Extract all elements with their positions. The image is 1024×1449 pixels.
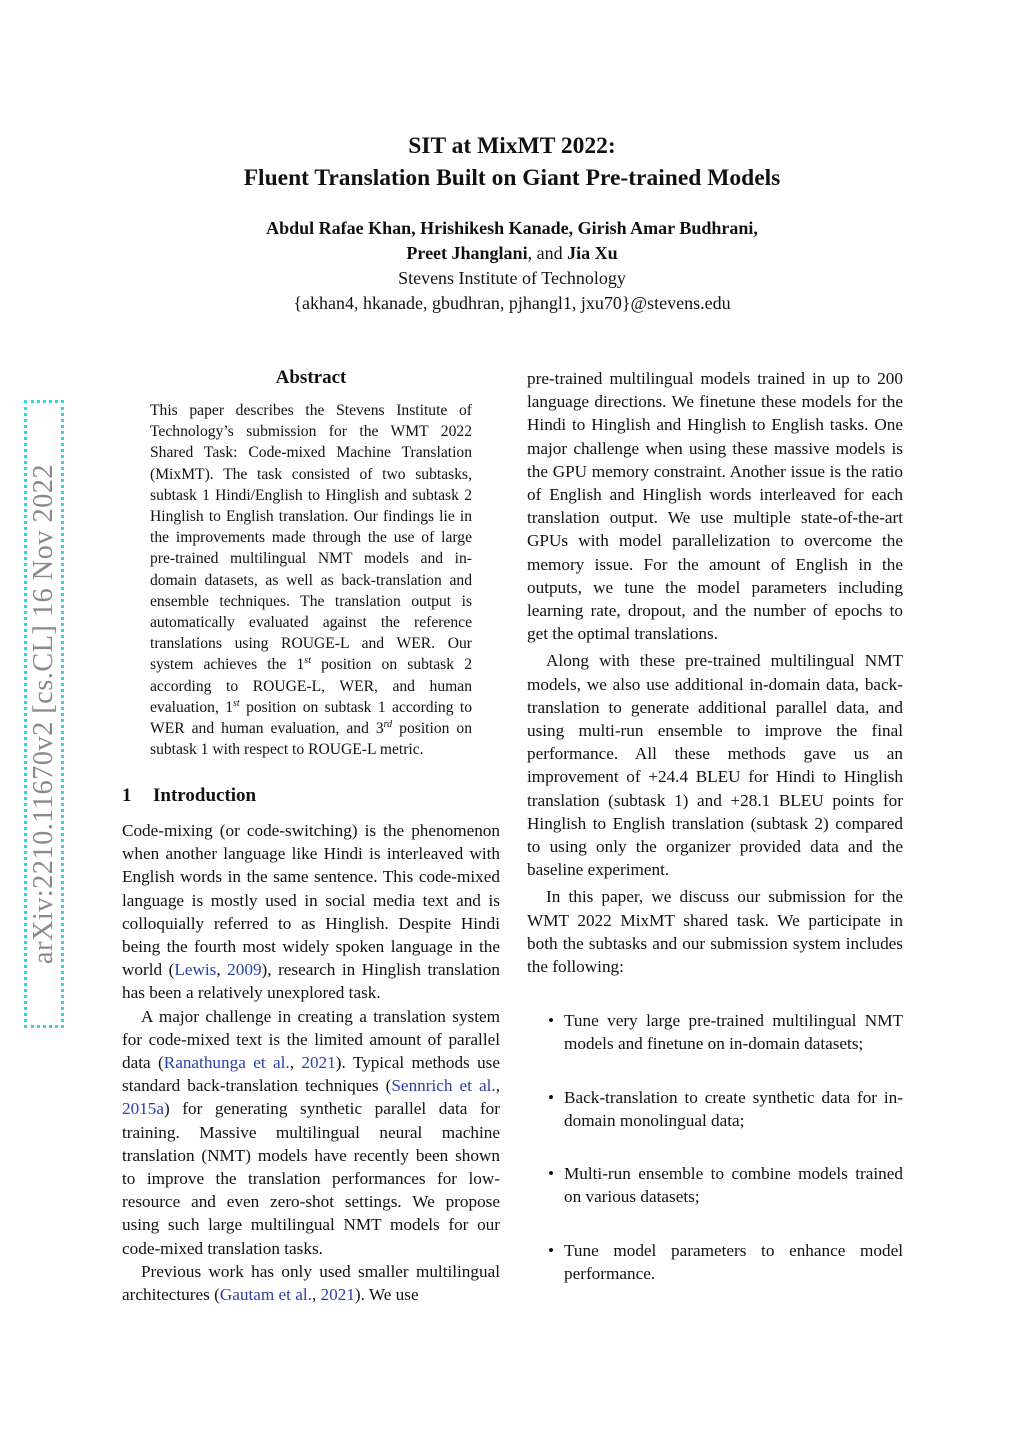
superscript-st-1: st (304, 655, 311, 667)
intro-paragraph-1 (122, 819, 500, 1005)
intro-p2-text-c: ). Typical methods use standard back-translation techniques ( (122, 1053, 501, 1096)
superscript-st-2: st (233, 697, 240, 709)
arxiv-stamp: arXiv:2210.11670v2 [cs.CL] 16 Nov 2022 (28, 463, 59, 965)
intro-p2-text-a: A major challenge in creating a translation system for code-mixed text is the limited amount of parallel data ( (122, 1006, 500, 1073)
citation-gautam[interactable]: Gautam et al. (219, 1285, 312, 1305)
abstract-text-2: position on subtask 2 according to ROUGE-L, WER, and human evaluation, 1 (150, 656, 472, 716)
right-paragraph-3: In this paper, we discuss our submission for the WMT 2022 MixMT shared task. We participate in both the subtasks and our submission system includes the following: (527, 887, 903, 977)
list-item: • Multi-run ensemble to combine models trained on various datasets; (527, 1162, 903, 1208)
citation-ranathunga[interactable]: Ranathunga et al. (163, 1053, 290, 1073)
author-emails: {akhan4, hkanade, gbudhran, pjhangl1, jxu70}@stevens.edu (293, 293, 731, 313)
intro-p3-text-c: ). We use (354, 1285, 419, 1305)
list-item: • Tune model parameters to enhance model performance. (527, 1239, 903, 1285)
right-column-text (527, 367, 903, 1315)
citation-lewis[interactable]: Lewis (174, 960, 217, 980)
title-line-2: Fluent Translation Built on Giant Pre-trained Models (243, 165, 781, 191)
arxiv-stamp-box (24, 400, 64, 1028)
section-number: 1 (122, 785, 132, 806)
citation-ranathunga-year[interactable]: 2021 (301, 1053, 336, 1073)
abstract-text-1: This paper describes the Stevens Institute of Technology’s submission for the WMT 2022 Shared Task: Code-mixed Machine Translation (MixMT). The task consisted of two subtasks, subtask 1 Hindi/English to Hinglish and subtask 2 Hinglish to English translation. Our findings lie in the improvements made through the use of large pre-trained multilingual NMT models and in-domain datasets, as well as back-translation and ensemble techniques. The translation output is automatically evaluated against the reference translations using ROUGE-L and WER. Our system achieves the 1 (150, 402, 472, 674)
abstract-text-4: position on subtask 1 with respect to ROUGE-L metric. (150, 720, 472, 759)
intro-p3-sep: , (311, 1285, 321, 1305)
list-item: • Back-translation to create synthetic data for in-domain monolingual data; (527, 1086, 903, 1132)
section-title: Introduction (153, 785, 257, 806)
intro-paragraph-2 (122, 1005, 500, 1260)
author-preet: Preet Jhanglani (406, 243, 528, 263)
left-column-text (122, 819, 500, 1306)
superscript-rd: rd (383, 718, 393, 730)
author-block (0, 216, 1024, 316)
intro-p1-sep: , (216, 960, 228, 980)
title-line-1: SIT at MixMT 2022: (408, 133, 616, 159)
contribution-list (527, 1009, 903, 1285)
abstract-body (150, 400, 472, 760)
citation-sennrich[interactable]: Sennrich et al. (391, 1076, 496, 1096)
intro-p1-text-a: Code-mixing (or code-switching) is the phenomenon when another language like Hindi is interleaved with English words in the same sentence. This code-mixed language is mostly used in social media text and is colloquially referred to as Hinglish. Despite Hindi being the fourth most widely spoken language in the world ( (122, 821, 500, 980)
intro-p3-text-a: Previous work has only used smaller multilingual architectures ( (122, 1261, 500, 1305)
citation-lewis-year[interactable]: 2009 (227, 960, 262, 980)
authors-line-1: Abdul Rafae Khan, Hrishikesh Kanade, Girish Amar Budhrani, (266, 218, 758, 238)
author-jia: Jia Xu (567, 243, 618, 263)
abstract-heading: Abstract (275, 367, 347, 388)
right-paragraph-1: pre-trained multilingual models trained in up to 200 language directions. We finetune these models for the Hindi to Hinglish and Hinglish to English tasks. One major challenge when using these massive models is the GPU memory constraint. Another issue is the ratio of English and Hinglish words interleaved for each translation output. We use multiple state-of-the-art GPUs with model parallelization to overcome the memory issue. For the amount of English in the outputs, we tune the model parameters including learning rate, dropout, and the number of epochs to get the optimal translations. (527, 369, 903, 644)
list-item: • Tune very large pre-trained multilingual NMT models and finetune on in-domain datasets; (527, 1009, 903, 1055)
intro-p2-sep-1: , (289, 1053, 302, 1073)
author-separator: , and (527, 243, 568, 263)
abstract-text-3: position on subtask 1 according to WER and human evaluation, and 3 (150, 698, 473, 738)
section-heading-introduction (122, 784, 256, 808)
intro-p1-text-c: ), research in Hinglish translation has been a relatively unexplored task. (122, 960, 500, 1003)
right-paragraph-2: Along with these pre-trained multilingual NMT models, we also use additional in-domain data, back-translation to generate additional parallel data, and using multi-run ensemble to improve the final performance. All these methods gave us an improvement of +24.4 BLEU for Hindi to Hinglish translation (subtask 1) and +28.1 BLEU points for Hinglish to English translation (subtask 2) compared to using only the organizer provided data and the baseline experiment. (527, 651, 903, 880)
citation-gautam-year[interactable]: 2021 (320, 1285, 355, 1305)
paper-title (0, 130, 1024, 194)
authors-line-2 (0, 241, 1024, 266)
intro-p2-text-e: ) for generating synthetic parallel data for training. Massive multilingual neural machine translation (NMT) models have recently been shown to improve the translation performances for low-resource and even zero-shot settings. We propose using such large multilingual NMT models for our code-mixed translation tasks. (122, 1099, 500, 1258)
citation-sennrich-year[interactable]: 2015a (122, 1099, 165, 1119)
intro-p2-sep-2: , (495, 1076, 501, 1096)
intro-paragraph-3 (122, 1260, 500, 1306)
affiliation: Stevens Institute of Technology (398, 268, 626, 288)
